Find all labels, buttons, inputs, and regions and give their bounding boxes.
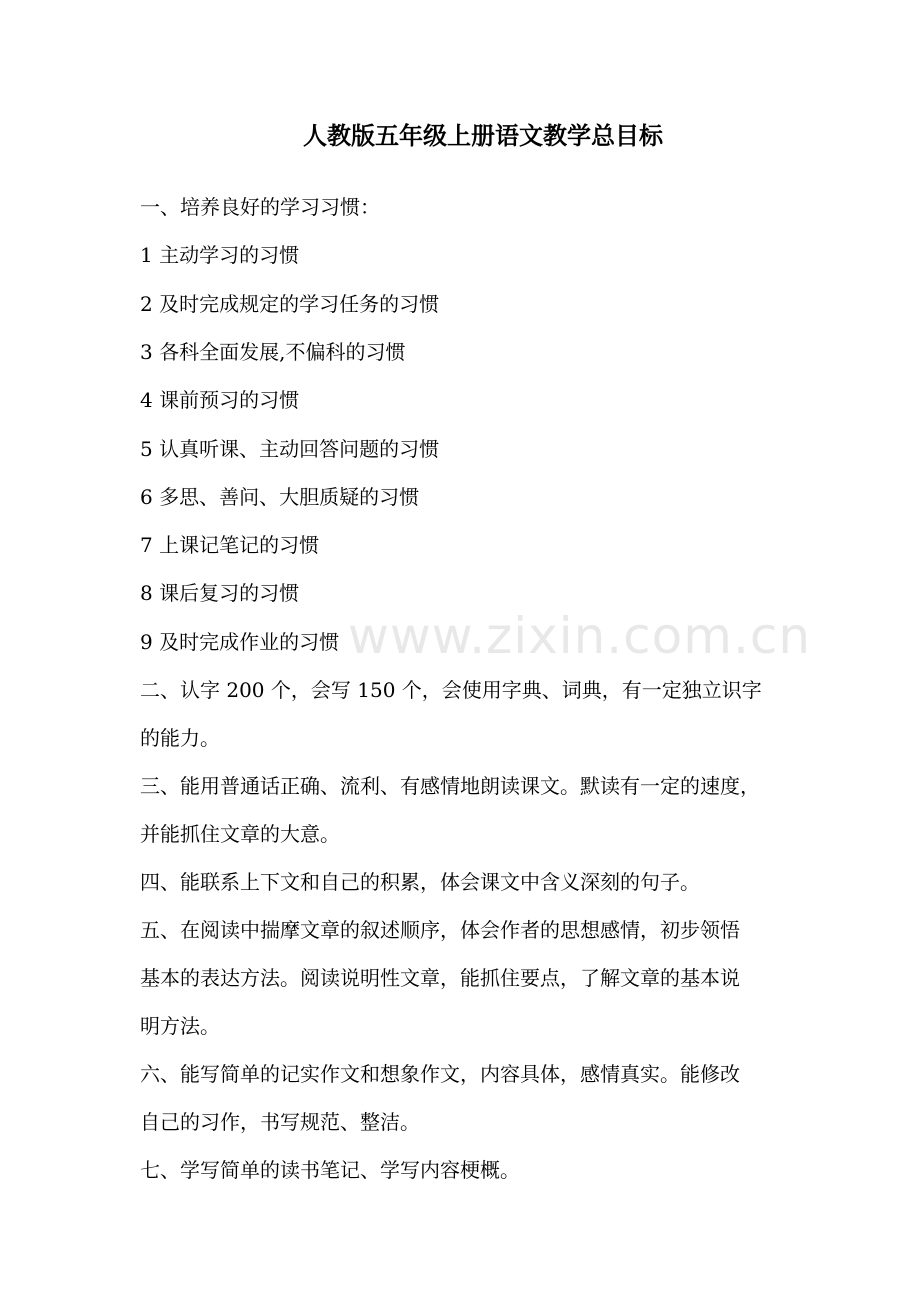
habit-item-8: 8 课后复习的习惯	[140, 581, 300, 605]
section-1-heading: 一、培养良好的学习习惯：	[140, 195, 380, 219]
section-3-text-line-1: 三、能用普通话正确、流利、有感情地朗读课文。默读有一定的速度，	[140, 774, 760, 798]
habit-item-1: 1 主动学习的习惯	[140, 243, 300, 267]
watermark: www.zixin.com.cn	[348, 607, 812, 665]
habit-item-7: 7 上课记笔记的习惯	[140, 533, 320, 557]
section-3-text-line-2: 并能抓住文章的大意。	[140, 822, 340, 846]
section-2-text-line-2: 的能力。	[140, 726, 220, 750]
section-5-text-line-2: 基本的表达方法。阅读说明性文章，能抓住要点，了解文章的基本说	[140, 966, 740, 990]
section-2-text-line-1: 二、认字 200 个，会写 150 个，会使用字典、词典，有一定独立识字	[140, 678, 762, 702]
section-6-text-line-1: 六、能写简单的记实作文和想象作文，内容具体，感情真实。能修改	[140, 1062, 740, 1086]
section-6-text-line-2: 自己的习作，书写规范、整洁。	[140, 1110, 420, 1134]
habit-item-9: 9 及时完成作业的习惯	[140, 630, 340, 654]
document-title: 人教版五年级上册语文教学总目标	[303, 121, 663, 150]
habit-item-6: 6 多思、善问、大胆质疑的习惯	[140, 485, 420, 509]
section-4-text: 四、能联系上下文和自己的积累，体会课文中含义深刻的句子。	[140, 870, 700, 894]
habit-item-5: 5 认真听课、主动回答问题的习惯	[140, 437, 440, 461]
section-5-text-line-1: 五、在阅读中揣摩文章的叙述顺序，体会作者的思想感情，初步领悟	[140, 918, 740, 942]
habit-item-2: 2 及时完成规定的学习任务的习惯	[140, 292, 440, 316]
habit-item-3: 3 各科全面发展,不偏科的习惯	[140, 340, 406, 364]
habit-item-4: 4 课前预习的习惯	[140, 388, 300, 412]
section-5-text-line-3: 明方法。	[140, 1014, 220, 1038]
section-7-text: 七、学写简单的读书笔记、学写内容梗概。	[140, 1158, 520, 1182]
